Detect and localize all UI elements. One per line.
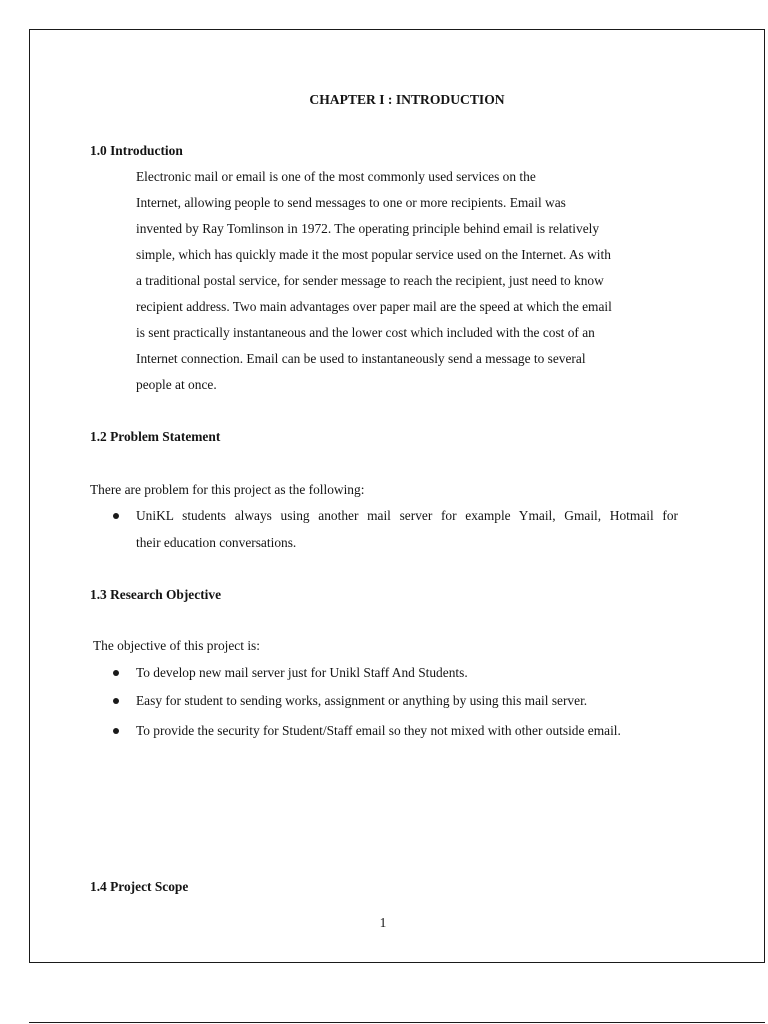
chapter-title: CHAPTER I : INTRODUCTION (309, 92, 505, 107)
list-item: To develop new mail server just for Unikl Staff And Students. (136, 665, 468, 680)
paragraph-line: is sent practically instantaneous and the lower cost which included with the cost of an (136, 325, 595, 340)
section-heading-problem-statement: 1.2 Problem Statement (90, 429, 221, 444)
paragraph-line: simple, which has quickly made it the most popular service used on the Internet. As with (136, 247, 611, 262)
bullet-icon (113, 728, 119, 734)
problem-statement-intro: There are problem for this project as the following: (90, 482, 365, 497)
page-divider (29, 1022, 765, 1023)
section-heading-project-scope: 1.4 Project Scope (90, 879, 189, 894)
section-heading-research-objective: 1.3 Research Objective (90, 587, 222, 602)
research-objective-intro: The objective of this project is: (93, 638, 260, 653)
paragraph-line: a traditional postal service, for sender message to reach the recipient, just need to know (136, 273, 604, 288)
bullet-icon (113, 698, 119, 704)
paragraph-line: recipient address. Two main advantages over paper mail are the speed at which the email (136, 299, 612, 314)
list-item: UniKL students always using another mail server for example Ymail, Gmail, Hotmail for (136, 508, 678, 523)
list-item-continuation: their education conversations. (136, 535, 297, 550)
paragraph-line: Internet, allowing people to send messages to one or more recipients. Email was (136, 195, 566, 210)
list-item: To provide the security for Student/Staff email so they not mixed with other outside email. (136, 723, 621, 738)
paragraph-line: Internet connection. Email can be used to instantaneously send a message to several (136, 351, 586, 366)
section-heading-introduction: 1.0 Introduction (90, 143, 183, 158)
paragraph-line: Electronic mail or email is one of the most commonly used services on the (136, 169, 536, 184)
bullet-icon (113, 670, 119, 676)
paragraph-line: invented by Ray Tomlinson in 1972. The operating principle behind email is relatively (136, 221, 600, 236)
list-item: Easy for student to sending works, assignment or anything by using this mail server. (136, 693, 588, 708)
paragraph-line: people at once. (136, 377, 217, 392)
page-number: 1 (379, 915, 387, 930)
bullet-icon (113, 513, 119, 519)
